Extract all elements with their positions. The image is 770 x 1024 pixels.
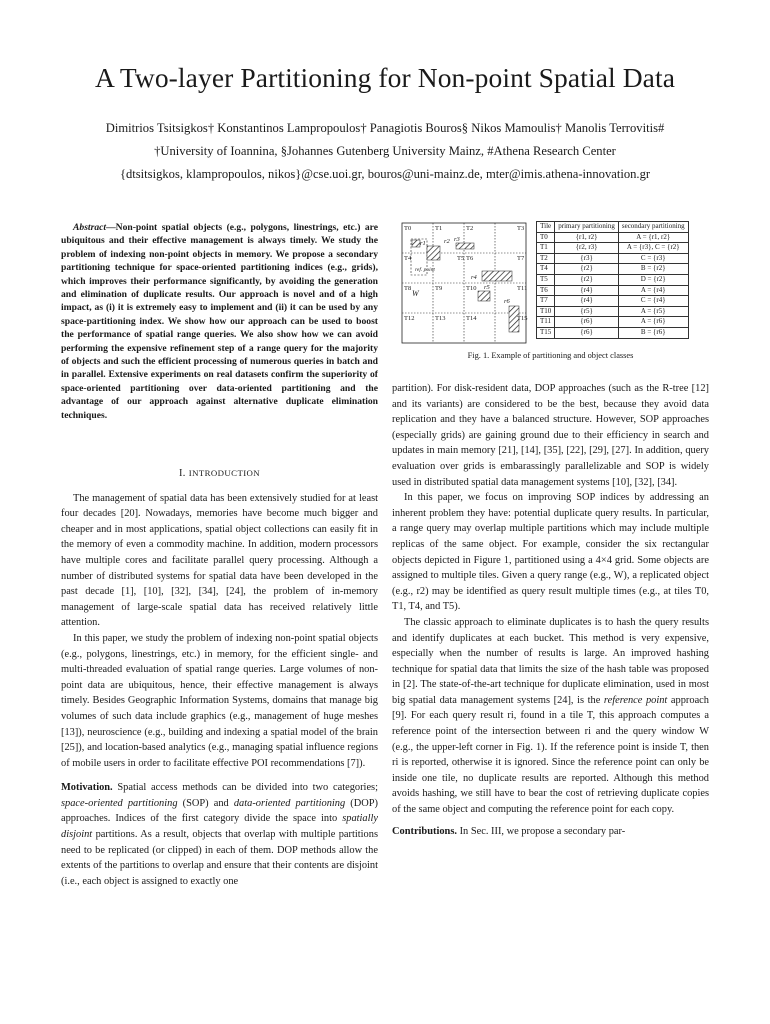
paper-title: A Two-layer Partitioning for Non-point Spatial Data xyxy=(94,62,676,93)
tile-label: T1 xyxy=(435,225,443,232)
object-label: r4 xyxy=(471,274,477,281)
intro-paragraph-2: In this paper, we study the problem of indexing non-point spatial objects (e.g., polygons, linestrings, etc.) in memory, for the efficient single- and multi-threaded evaluation of spatial range queries. Large volumes of non-point data are ubiquitous, hence, their effective management is always timely. Besides Geographic Information Systems, domains that manage big volumes of such data include graphics (e.g., management of huge meshes [13]), neuroscience (e.g., building and indexing a spatial model of the brain [25]), and location-based analytics (e.g., managing spatial influence regions of mobile users in order to facilitate effective POI recommendations [7]). xyxy=(61,632,378,769)
object-r5 xyxy=(478,291,490,301)
table-header: primary partitioning xyxy=(555,222,619,233)
figure-1 xyxy=(398,219,710,349)
ref-point-label: ref. point xyxy=(415,267,435,273)
object-label: r6 xyxy=(504,298,510,305)
right-paragraph-2: In this paper, we focus on improving SOP indices by addressing an inherent problem they have: potential duplicate query results. In particular, a range query may overlap multiple partitions which may include multiple replicas of the same object. For example, consider the six rectangular objects depicted in Figure 1, partitioned using a 4×4 grid. Some objects are assigned to multiple tiles. Given a query range (e.g., W), a replicated object (e.g., r2) may be identified as query result multiple times (e.g., at tiles T0, T1, T4, and T5). xyxy=(392,492,709,613)
tile-label: T6 xyxy=(466,255,474,262)
author-emails: {dtsitsigkos, klampropoulos, nikos}@cse.uoi.gr, bouros@uni-mainz.de, mter@imis.athena-innovation.gr xyxy=(119,167,651,181)
object-r4 xyxy=(482,271,512,281)
object-r1 xyxy=(412,240,420,247)
abstract-text: —Non-point spatial objects (e.g., polygons, linestrings, etc.) are ubiquitous and their effective management is always timely. We study the problem of indexing non-point objects in memory. We propose a secondary partitioning technique for space-oriented partitioning indices (e.g., grids), which improves their performance significantly, by avoiding the generation and elimination of duplicate results. Our approach is novel and of a high impact, as (i) it is extremely easy to implement and (ii) it can be used by any space-partitioning index. We show how our approach can be used to boost the performance of spatial range queries. We also show how we can avoid performing the expensive refinement step of a range query for the majority of objects and such the efficient processing of numerous queries in batch and in parallel. Extensive experiments on real datasets confirm the superiority of space-oriented partitioning over data-oriented partitioning and the advantage of our approach against alternative duplicate elimination techniques. xyxy=(61,222,378,421)
contributions-paragraph: Contributions. In Sec. III, we propose a secondary par- xyxy=(392,825,626,837)
tile-label: T3 xyxy=(517,225,525,232)
author-list: Dimitrios Tsitsigkos† Konstantinos Lampropoulos† Panagiotis Bouros§ Nikos Mamoulis† Manolis Terrovitis# xyxy=(105,121,665,135)
object-label: r1 xyxy=(420,240,426,247)
object-r2 xyxy=(427,246,440,260)
table-row: T7 {r4} C = {r4} xyxy=(537,296,689,307)
tile-label: T7 xyxy=(517,255,525,262)
tile-label: T10 xyxy=(466,285,477,292)
tile-label: T9 xyxy=(435,285,443,292)
table-header: secondary partitioning xyxy=(618,222,688,233)
affiliations: †University of Ioannina, §Johannes Gutenberg University Mainz, #Athena Research Center xyxy=(154,144,616,158)
table-row: T5 {r2} D = {r2} xyxy=(537,274,689,285)
right-paragraph-3: The classic approach to eliminate duplicates is to hash the query results and identify duplicates at each bucket. This method is very expensive, especially when the number of results is large. An improved hashing technique for spatial data that limits the size of the hash table was proposed in [2]. The state-of-the-art technique for duplicate elimination, used in most big spatial data management systems [24], is the reference point approach [9]. For each query result ri, found in a tile T, this approach computes a reference point of the intersection between ri and the query window W (e.g., the upper-left corner in Fig. 1). If the reference point is inside T, then ri is reported, otherwise it is ignored. Since the reference point can only be inside one tile, no duplicate results are reported. Although this method avoids hashing, we still have to bear the cost of retrieving duplicate copies of the same object and computing the reference point for each copy. xyxy=(392,616,709,816)
table-header: Tile xyxy=(537,222,555,233)
partition-grid-diagram xyxy=(398,219,530,347)
table-row: T10 {r5} A = {r5} xyxy=(537,306,689,317)
intro-paragraph-1: The management of spatial data has been extensively studied for at least four decades [20]. Nowadays, memories have become much bigger and cheaper and in most applications, spatial object collections can easily fit in the memory of even a commodity machine. In addition, modern processors have multiple cores and facilitate parallel query processing. Although a number of distributed systems for spatial data have been developed in the past decade [1], [10], [32], [34], [24], the problem of in-memory management of large-scale spatial data has received relatively little attention. xyxy=(61,492,378,629)
right-paragraph-1: partition). For disk-resident data, DOP approaches (such as the R-tree [12] and its variants) are considered to be the best, because they avoid data replication and they have a balanced structure. However, SOP approaches (especially grids) are gaining ground due to their efficiency in search and updates in main memory [21], [14], [35], [22], [29], [27]. In addition, query evaluation over grids is embarassingly parallelizable and SOP is widely used in distributed spatial data management systems [10], [32], [34]. xyxy=(392,383,709,488)
table-row: T0 {r1, r2} A = {r1, r2} xyxy=(537,232,689,243)
tile-table xyxy=(536,221,689,339)
tile-label: T13 xyxy=(435,315,446,322)
object-label: r3 xyxy=(454,236,460,243)
query-label: W xyxy=(412,289,419,298)
table-row: T2 {r3} C = {r3} xyxy=(537,253,689,264)
motivation-paragraph: Motivation. Spatial access methods can be divided into two categories; space-oriented partitioning (SOP) and data-oriented partitioning (DOP) approaches. Indices of the first category divide the space into spatially disjoint partitions. As a result, objects that overlap with multiple partitions need to be replicated (or clipped) in each of them. DOP methods allow the extents of the partitions to overlap and ensure that their contents are disjoint (i.e., each object is assigned to exactly one xyxy=(61,782,378,887)
section-heading: I. INTRODUCTION xyxy=(178,468,261,479)
table-row: T11 {r6} A = {r6} xyxy=(537,317,689,328)
tile-label: T4 xyxy=(404,255,412,262)
table-row: T15 {r6} B = {r6} xyxy=(537,327,689,338)
table-row: T1 {r2, r3} A = {r3}, C = {r2} xyxy=(537,243,689,254)
table-row: T6 {r4} A = {r4} xyxy=(537,285,689,296)
tile-label: T0 xyxy=(404,225,412,232)
tile-label: T5 xyxy=(457,255,465,262)
tile-label: T11 xyxy=(517,285,528,292)
figure-caption: Fig. 1. Example of partitioning and object classes xyxy=(467,351,634,360)
tile-label: T8 xyxy=(404,285,412,292)
abstract xyxy=(61,221,378,422)
right-column xyxy=(392,381,709,839)
abstract-lead: Abstract xyxy=(73,222,107,233)
object-label: r2 xyxy=(444,238,450,245)
tile-label: T15 xyxy=(517,315,528,322)
object-label: r5 xyxy=(484,284,490,291)
tile-label: T2 xyxy=(466,225,474,232)
introduction-section xyxy=(61,452,378,889)
tile-label: T14 xyxy=(466,315,477,322)
tile-label: T12 xyxy=(404,315,415,322)
table-row: T4 {r2} B = {r2} xyxy=(537,264,689,275)
object-r3 xyxy=(456,243,474,249)
